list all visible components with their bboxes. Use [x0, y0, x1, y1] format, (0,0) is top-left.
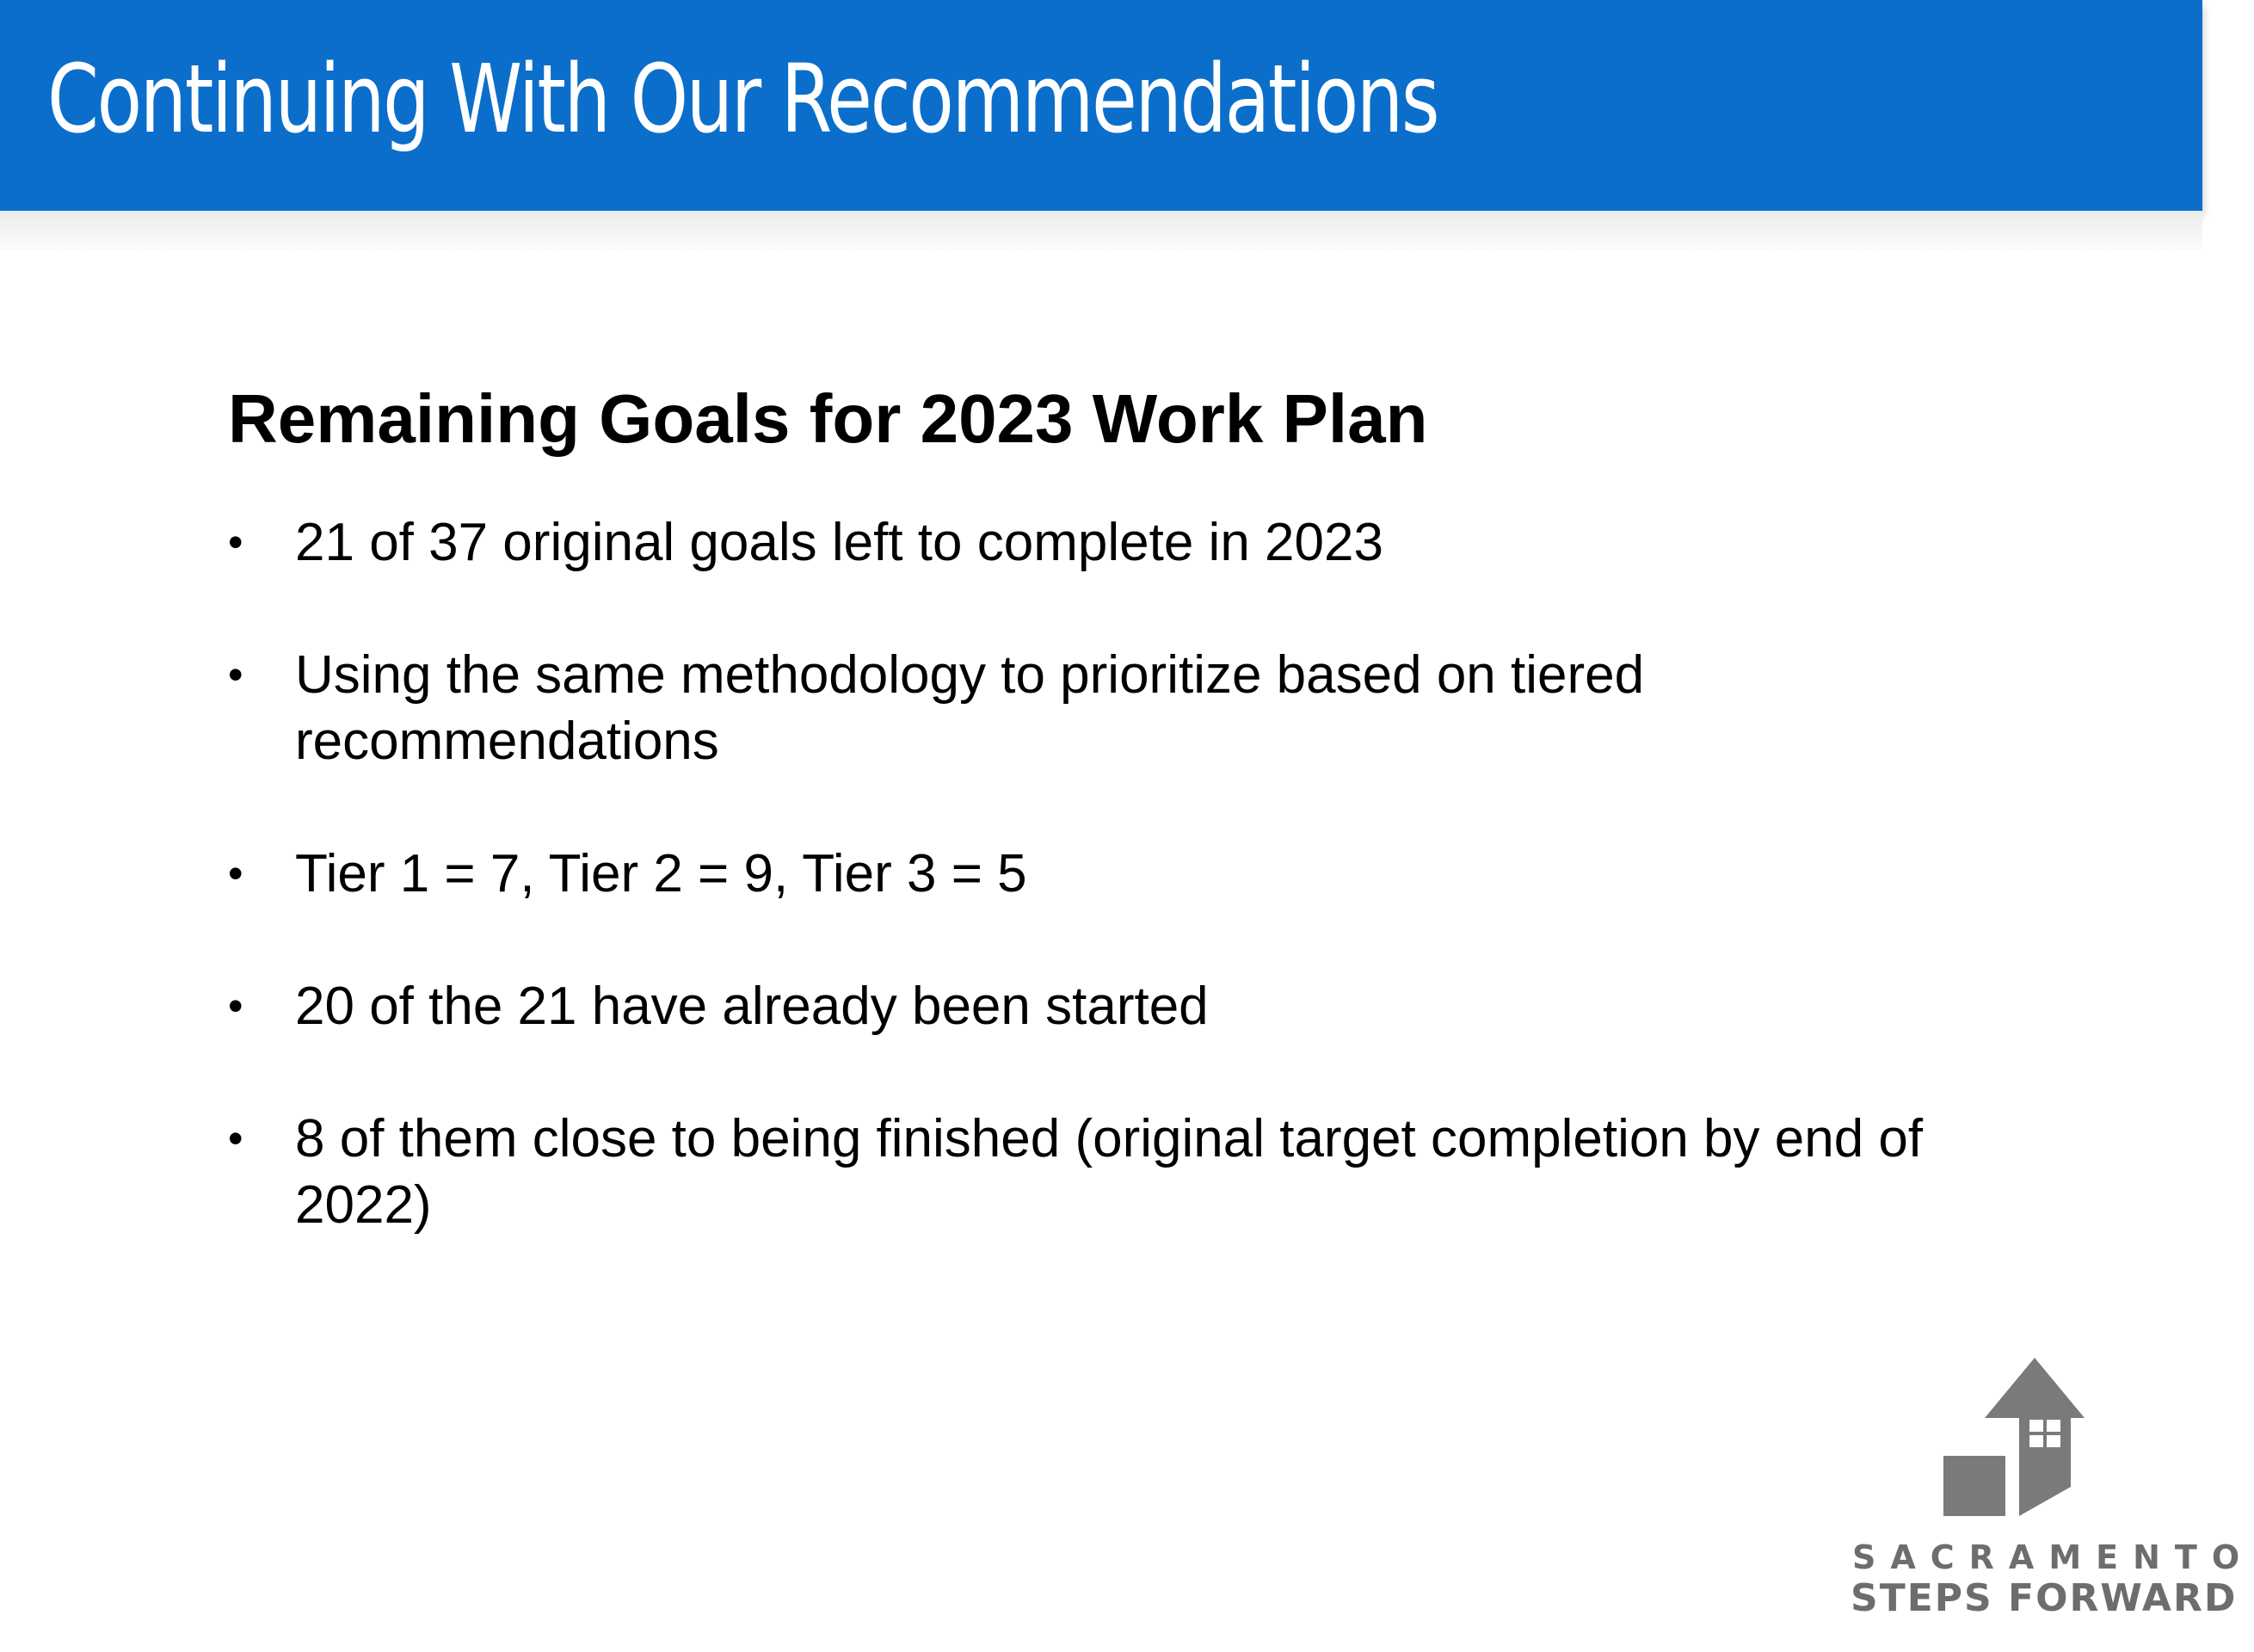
bullet-item: [228, 642, 1949, 774]
bullet-icon: •: [228, 650, 243, 699]
bullet-text: Tier 1 = 7, Tier 2 = 9, Tier 3 = 5: [295, 844, 1027, 903]
bullet-icon: •: [228, 1114, 243, 1162]
bullet-item: [228, 841, 1949, 907]
slide-title: Continuing With Our Recommendations: [47, 44, 1438, 154]
bullet-icon: •: [228, 518, 243, 566]
bullet-item: [228, 509, 1949, 576]
logo-text-line2: STEPS FORWARD: [1851, 1576, 2238, 1620]
bullet-item: [228, 1106, 1949, 1238]
bullet-text: 20 of the 21 have already been started: [295, 977, 1209, 1036]
bullet-icon: •: [228, 849, 243, 897]
house-steps-icon: [1940, 1351, 2112, 1523]
bullet-item: [228, 973, 1949, 1039]
bullet-text: 21 of 37 original goals left to complete in 2023: [295, 513, 1383, 572]
bullet-text: Using the same methodology to prioritize based on tiered recommendations: [295, 645, 1645, 771]
bullet-list: [228, 509, 1949, 1238]
bullet-icon: •: [228, 982, 243, 1030]
bullet-text: 8 of them close to being finished (original target completion by end of 2022): [295, 1109, 1924, 1235]
content-heading: Remaining Goals for 2023 Work Plan: [228, 380, 1428, 457]
content-area: [228, 372, 1949, 1304]
header-divider: [0, 211, 2202, 250]
header-bar: [0, 0, 2202, 211]
logo-text-line1: SACRAMENTO: [1852, 1538, 2254, 1576]
organization-logo: [1837, 1351, 2254, 1635]
